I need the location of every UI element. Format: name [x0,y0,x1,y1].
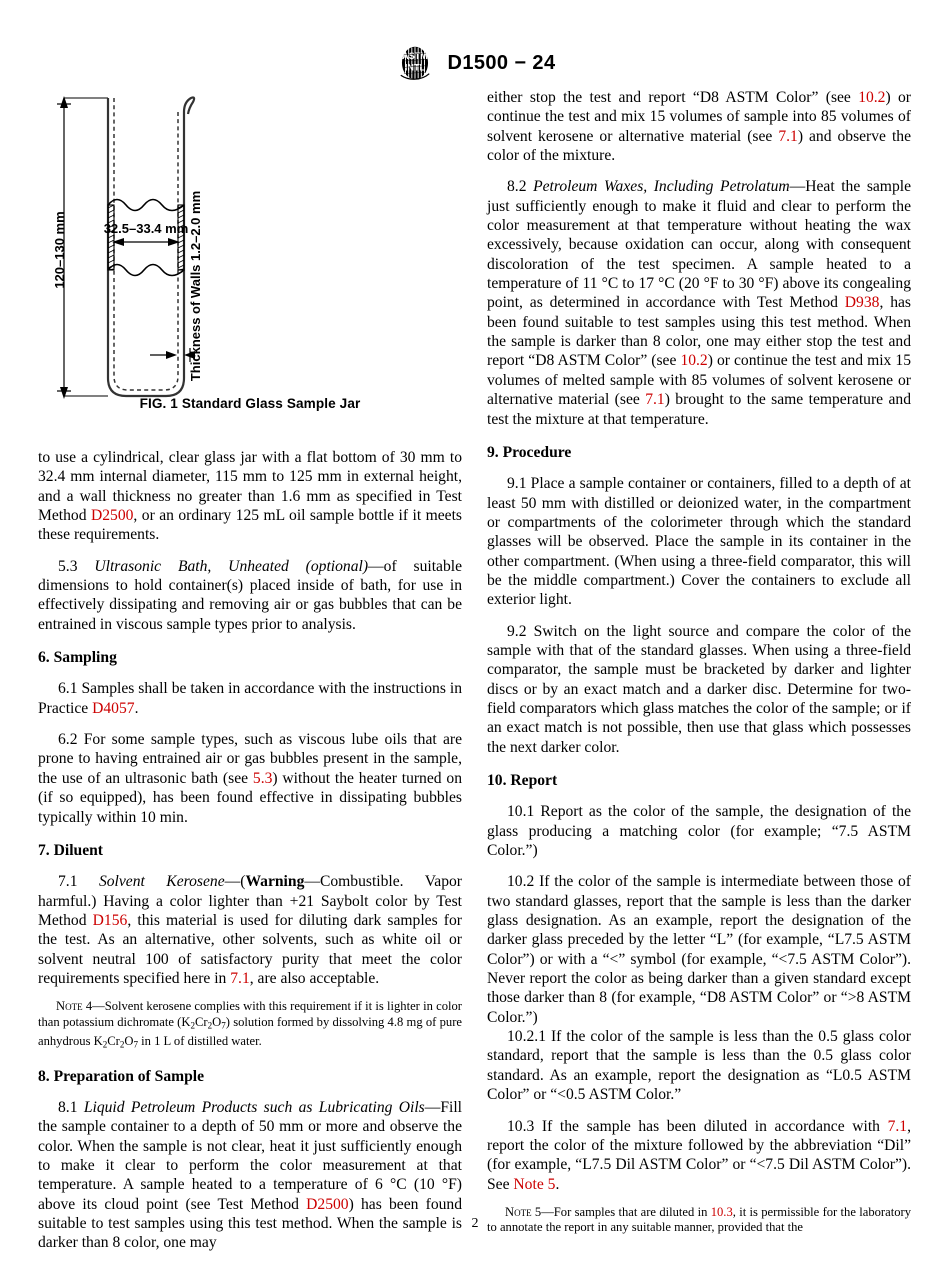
heading-10-report: 10. Report [487,772,558,789]
diameter-label: 32.5–33.4 mm [103,221,189,236]
paragraph-6-1 [38,679,462,718]
text-run: ) or continue the test and mix 15 volumes of sample into 85 volumes of solvent kerosene or alternative material (see [487,89,911,145]
height-label: 120–130 mm [52,211,67,289]
text-run: . [134,699,139,717]
text-run: —Fill the sample container to a depth of 50 mm or more and observe the color. When the sample is not clear, heat it just sufficiently enough to make it clear to perform the color measurement at that temperature. A sample heated to a temperature of 6 °C (10 °F) above its cloud point (see Test Method [38,1098,463,1213]
text-run: , has been found suitable to test samples using this test method. When the sample is darker than 8 color, one may either stop the test and report “D8 ASTM Color” (see [487,294,911,370]
text-run: O [124,1033,134,1048]
paragraph-7-1 [38,872,462,988]
text-run: , report the color of the mixture followed by the abbreviation “Dil” (for example, “L7.5 Dil ASTM Color” or “<7.5 Dil ASTM Color”). See [487,1117,911,1193]
text-run: , this material is used for diluting dark samples for the test. As an alternative, other solvents, such as white oil or solvent neutral 100 of satisfactory purity that meet the color requirements specified here in [38,911,462,987]
svg-text:ASTM: ASTM [401,51,428,62]
text-run: ) brought to the same temperature and test the mixture at that temperature. [487,391,912,428]
subscript: 2 [190,1020,195,1031]
text-run: . [555,1175,560,1193]
heading-9-procedure: 9. Procedure [487,443,572,461]
reference-7-1[interactable]: 7.1 [778,127,798,145]
reference-5-3[interactable]: 5.3 [252,769,273,787]
paragraph-number: 8.2 [507,178,534,196]
paragraph-8-2 [487,177,911,428]
text-run: , or an ordinary 125 mL oil sample bottle if it meets these requirements. [38,507,462,544]
page-number: 2 [471,1216,479,1231]
figure-standard-glass-sample-jar [38,90,462,422]
text-run: ) has been found suitable to test samples using this test method. When the sample is darker than 8 color, one may [38,1195,463,1252]
reference-d938[interactable]: D938 [844,294,880,312]
standard-designation: D1500 − 24 [447,51,556,74]
text-run: Cr [107,1033,120,1048]
text-run: 6.2 For some sample types, such as viscous lube oils that are prone to having entrained air or gas bubbles present in the sample, the use of an ultrasonic bath (see [38,731,462,787]
text-run: —Heat the sample just sufficiently enough to make it fluid and clear to perform the color measurement at that temperature without heating the wax excessively, because oxidation can occur, along with consequent discoloration of the test specimen. A sample heated to a temperature of 11 °C to 17 °C (20 °F to 30 °F) above its congealing point, as determined in accordance with Test Method [487,178,911,312]
text-run: either stop the test and report “D8 ASTM Color” (see [487,89,859,106]
paragraph-title: Petroleum Waxes, Including Petrolatum [533,178,790,196]
text-run: ) or continue the test and mix 15 volumes of melted sample with 85 volumes of solvent kerosene or alternative material (see [487,352,911,409]
paragraph-9-2: 9.2 Switch on the light source and compare the color of the sample with that of the standard glasses. When using a three-field comparator, the sample must be bracketed by darker and lighter discs or by an exact match and a darker disc. Determine for two-field comparators which glass matches the color of the sample; or if an exact match is not possible, then use that glass which possesses the next darker color. [487,622,911,756]
right-column [487,88,911,1236]
paragraph-number: 5.3 [58,557,95,575]
paragraph-9-1: 9.1 Place a sample container or containers, filled to a depth of at least 50 mm with distilled or deionized water, in the compartment or compartments of the colorimeter through which the standard glasses will be observed. Place the sample in its container in the other compartment. (When using a three-field comparator, this will be the middle compartment.) Cover the containers to exclude all exterior light. [487,475,911,609]
heading-8-preparation-of-sample: 8. Preparation of Sample [38,1067,205,1085]
reference-7-1[interactable]: 7.1 [887,1117,908,1135]
text-run: to use a cylindrical, clear glass jar with a flat bottom of 30 mm to 32.4 mm internal diameter, 115 mm to 125 mm in external height, and a wall thickness no greater than 1.6 mm as specified in Test Method [38,449,462,525]
text-run: ) solution formed by dissolving 4.8 mg of pure anhydrous K [38,1014,462,1048]
warning-label: Warning [245,873,305,891]
subscript: 2 [207,1020,213,1031]
page-header [0,46,950,80]
text-run: in 1 L of distilled water. [138,1033,262,1048]
reference-note-5[interactable]: Note 5 [513,1175,556,1193]
reference-d2500[interactable]: D2500 [306,1195,349,1213]
astm-logo-icon [395,46,435,80]
paragraph-6-2 [38,730,462,827]
subscript: 2 [119,1039,125,1050]
text-run: Cr [194,1014,208,1029]
paragraph-title: Ultrasonic Bath, Unheated (optional) [94,557,369,575]
text-run: O [212,1014,222,1029]
figure-caption: FIG. 1 Standard Glass Sample Jar [139,396,361,411]
note-4 [38,999,462,1052]
paragraph-title: Solvent Kerosene [98,873,225,891]
text-run: 5—For samples that are diluted in [531,1204,711,1219]
paragraph-10-2: 10.2 If the color of the sample is intermediate between those of two standard glasses, report that the sample is less than the darker glass designation. As an example, report the designation of the darker glass preceded by the letter “L” (for example, “L7.5 ASTM Color”) or with a “<” symbol (for example, “<7.5 ASTM Color”). Never report the color as being darker than a given standard except those darker than 8 (for example, “D8 ASTM Color” or “>8 ASTM Color.”) [487,873,911,1026]
text-run: ) without the heater turned on (if so equipped), has been found effective in dissipating bubbles typically within 10 min. [38,769,463,826]
reference-d2500[interactable]: D2500 [90,507,134,525]
text-run: , it is permissible for the laboratory to annotate the report in any suitable manner, provided that the [487,1204,911,1235]
text-run: —of suitable dimensions to hold container(s) placed inside of bath, for use in effectively dissipating and removing air or gas bubbles that can be entrained in viscous sample types prior to analysis. [38,557,463,633]
paragraph-title: Liquid Petroleum Products such as Lubricating Oils [83,1098,425,1116]
reference-d4057[interactable]: D4057 [92,699,135,717]
paragraph-10-1: 10.1 Report as the color of the sample, the designation of the glass producing a matching color (for example; “7.5 ASTM Color.”) [487,803,911,860]
reference-7-1[interactable]: 7.1 [230,969,250,987]
text-run: , are also acceptable. [249,969,380,987]
subscript: 7 [133,1039,139,1050]
break-line-upper [108,200,184,211]
subscript: 2 [102,1039,108,1050]
paragraph-10-2-1: 10.2.1 If the color of the sample is less than the 0.5 glass color standard, report that the sample is less than the 0.5 glass color standard. As an example, report the designation as “L0.5 ASTM Color” or “<0.5 ASTM Color.” [487,1028,911,1104]
text-run: —Combustible. Vapor harmful.) Having a color lighter than +21 Saybolt color by Test Method [38,873,462,929]
text-run: 6.1 Samples shall be taken in accordance with the instructions in Practice [38,680,462,717]
paragraph-number: 7.1 [58,873,99,891]
paragraph-8-1-continued [487,88,911,165]
svg-text:INTL: INTL [404,62,425,73]
paragraph-5-3 [38,557,462,634]
reference-10-2[interactable]: 10.2 [858,89,886,106]
text-run: ) and observe the color of the mixture. [487,127,911,165]
note-label: Note [505,1204,532,1219]
paragraph-10-3 [487,1117,911,1194]
note-label: Note [56,999,83,1014]
reference-d156[interactable]: D156 [92,911,128,929]
subscript: 7 [221,1020,226,1031]
jar-lip [184,98,194,115]
reference-10-2[interactable]: 10.2 [680,352,708,370]
text-run: 4—Solvent kerosene complies with this requirement if it is lighter in color than potassium dichromate (K [38,999,462,1029]
wall-cross-section-hatching [108,205,184,270]
reference-10-3[interactable]: 10.3 [710,1204,733,1219]
left-column [38,448,462,1253]
reference-7-1[interactable]: 7.1 [645,391,665,409]
text-run: —( [224,873,246,891]
heading-6-sampling: 6. Sampling [38,649,117,667]
paragraph-number: 8.1 [58,1098,84,1116]
break-line-lower [108,265,184,276]
wall-thickness-label: Thickness of Walls 1.2–2.0 mm [188,190,203,382]
jar-outer-wall [108,98,184,396]
sample-jar-diagram [38,90,462,422]
heading-7-diluent: 7. Diluent [38,841,103,859]
text-run: 10.3 If the sample has been diluted in accordance with [507,1117,888,1135]
paragraph-5-2-continued [38,448,462,545]
